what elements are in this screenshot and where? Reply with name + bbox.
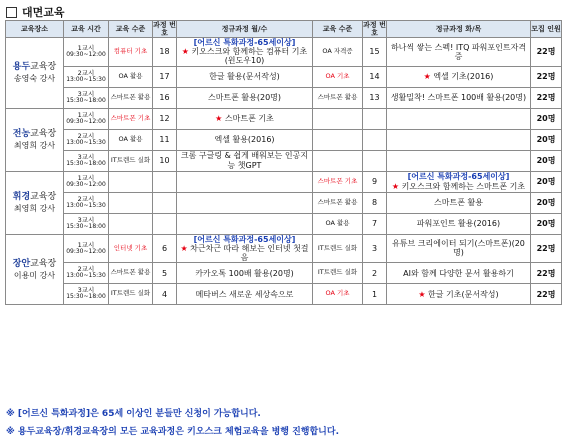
course-name: 엑셀 기초(2016) [433, 72, 494, 82]
capacity-cell: 22명 [531, 234, 562, 263]
course-cell-r [387, 66, 531, 87]
table-row [6, 150, 562, 171]
level-cell-right [313, 150, 363, 171]
level-cell-right: OA 기초 [313, 284, 363, 305]
period-label: 1교시 [77, 44, 95, 52]
location-name [6, 259, 63, 269]
instructor-name: 최영희 강사 [13, 141, 56, 151]
course-name: 엑셀 활용(2016) [214, 135, 275, 145]
course-cell-r [387, 108, 531, 129]
course-cell-r [387, 192, 531, 213]
course-cell-l [177, 66, 313, 87]
course-cell-r [387, 213, 531, 234]
course-no-left: 16 [153, 87, 177, 108]
level-cell-left [109, 192, 153, 213]
course-cell-l [177, 38, 313, 67]
course-name: 파워포인트 활용(2016) [416, 219, 501, 229]
period-label: 1교시 [77, 110, 95, 119]
level-cell-left: OA 활용 [109, 129, 153, 150]
checkbox-square-icon [6, 7, 17, 18]
course-no-right [363, 108, 387, 129]
course-no-left: 5 [153, 263, 177, 284]
course-no-left: 10 [153, 150, 177, 171]
capacity-cell: 20명 [531, 129, 562, 150]
time-cell [64, 171, 109, 192]
table-row [6, 213, 562, 234]
capacity-cell: 22명 [531, 284, 562, 305]
course-no-left: 6 [153, 234, 177, 263]
course-name: 키오스크와 함께하는 컴퓨터 기초(윈도우10) [191, 47, 308, 66]
period-range: 15:30~18:00 [66, 293, 106, 301]
course-name: 한글 기초(문서작성) [428, 289, 499, 299]
capacity-cell: 22명 [531, 87, 562, 108]
instructor-name: 이용미 강사 [13, 271, 56, 281]
col-header-level-left: 교육 수준 [109, 21, 153, 38]
special-course-tag: [어르신 특화과정-65세이상] [193, 234, 296, 244]
location-name-suffix: 교육장 [30, 191, 57, 202]
course-no-left [153, 213, 177, 234]
instructor-name: 최영희 강사 [13, 204, 56, 214]
time-cell [64, 129, 109, 150]
col-header-course-left: 정규과정 월/수 [177, 21, 313, 38]
location-name [6, 62, 63, 72]
col-header-level-right: 교육 수준 [313, 21, 363, 38]
table-row [6, 171, 562, 192]
location-name-highlight: 용두 [12, 62, 31, 73]
course-no-right: 7 [363, 213, 387, 234]
period-range: 13:00~15:30 [66, 75, 106, 83]
course-no-left: 4 [153, 284, 177, 305]
location-name-suffix: 교육장 [30, 62, 57, 73]
col-header-location: 교육장소 [6, 21, 64, 38]
period-label: 2교시 [77, 131, 95, 140]
period-label: 2교시 [77, 194, 95, 203]
course-no-right: 9 [363, 171, 387, 192]
course-cell-l [177, 263, 313, 284]
time-cell [64, 87, 109, 108]
course-no-right [363, 129, 387, 150]
location-name-highlight: 전농 [12, 128, 31, 139]
period-label: 3교시 [77, 286, 95, 295]
table-row [6, 66, 562, 87]
special-course-tag: [어르신 특화과정-65세이상] [193, 38, 296, 48]
course-name: 생활밀착! 스마트폰 100배 활용(20명) [390, 93, 527, 103]
course-no-left [153, 171, 177, 192]
location-name-highlight: 장안 [12, 258, 31, 269]
time-cell [64, 150, 109, 171]
note-line: ※ 용두교육장/휘경교육장의 모든 교육과정은 키오스크 체험교육을 병행 진행합니다. [6, 427, 339, 437]
course-name: 메타버스 새로운 세상속으로 [195, 289, 294, 299]
course-name: 유튜브 크리에이터 되기(스마트폰)(20명) [392, 239, 525, 258]
location-name-suffix: 교육장 [30, 128, 57, 139]
course-no-right: 14 [363, 66, 387, 87]
capacity-cell: 22명 [531, 38, 562, 67]
level-cell-left: 스마트폰 활용 [109, 263, 153, 284]
course-name: 하나씩 쌓는 스펙! ITQ 파워포인트자격증 [390, 42, 527, 61]
time-cell [64, 66, 109, 87]
course-name: AI와 함께 다양한 문서 활용하기 [403, 268, 514, 278]
location-name-highlight: 휘경 [12, 191, 31, 202]
course-cell-l [177, 284, 313, 305]
course-name-line [389, 219, 528, 228]
course-no-left: 17 [153, 66, 177, 87]
level-cell-left: 스마트폰 기초 [109, 108, 153, 129]
location-cell [6, 171, 64, 234]
period-label: 3교시 [77, 152, 95, 161]
period-range: 13:00~15:30 [66, 272, 106, 280]
level-cell-right: 스마트폰 기초 [313, 171, 363, 192]
time-cell [64, 234, 109, 263]
course-name: 스마트폰 활용(20명) [207, 93, 282, 103]
level-cell-right: 스마트폰 활용 [313, 87, 363, 108]
course-no-right: 13 [363, 87, 387, 108]
course-name: 카카오톡 100배 활용(20명) [195, 268, 294, 278]
course-no-right: 1 [363, 284, 387, 305]
course-cell-r [387, 38, 531, 67]
course-cell-l [177, 87, 313, 108]
course-cell-l [177, 213, 313, 234]
course-name-line [389, 182, 528, 191]
course-no-left [153, 192, 177, 213]
location-name [6, 129, 63, 139]
star-icon: ★ [215, 114, 223, 124]
star-icon: ★ [423, 72, 431, 82]
location-cell [6, 108, 64, 171]
capacity-cell: 20명 [531, 192, 562, 213]
course-cell-l [177, 150, 313, 171]
time-cell [64, 213, 109, 234]
level-cell-right: 스마트폰 활용 [313, 192, 363, 213]
course-name-line [389, 93, 528, 102]
star-icon: ★ [418, 289, 426, 299]
level-cell-right: OA 기초 [313, 66, 363, 87]
course-no-right: 15 [363, 38, 387, 67]
course-no-right: 3 [363, 234, 387, 263]
level-cell-right: OA 활용 [313, 213, 363, 234]
col-header-time: 교육 시간 [64, 21, 109, 38]
course-no-right: 8 [363, 192, 387, 213]
level-cell-right: OA 자격증 [313, 38, 363, 67]
capacity-cell: 22명 [531, 66, 562, 87]
period-range: 15:30~18:00 [66, 222, 106, 230]
table-row [6, 234, 562, 263]
course-name: 차근차근 따라 해보는 인터넷 첫걸음 [190, 243, 309, 263]
course-cell-r [387, 263, 531, 284]
course-no-left: 18 [153, 38, 177, 67]
col-header-no-right: 과정 번호 [363, 21, 386, 38]
capacity-cell: 20명 [531, 150, 562, 171]
period-range: 15:30~18:00 [66, 159, 106, 167]
course-name: 스마트폰 기초 [224, 114, 274, 124]
schedule-body [6, 38, 562, 305]
course-no-left: 12 [153, 108, 177, 129]
course-name-line [179, 135, 310, 144]
period-label: 1교시 [77, 173, 95, 182]
course-no-left: 11 [153, 129, 177, 150]
course-cell-r [387, 234, 531, 263]
table-row [6, 38, 562, 67]
period-range: 09:30~12:00 [66, 180, 106, 188]
course-name-line [179, 290, 310, 299]
course-cell-l [177, 129, 313, 150]
level-cell-left: IT트렌드 실화 [109, 284, 153, 305]
course-name: 스마트폰 활용 [434, 198, 483, 208]
course-name-line [389, 43, 528, 61]
table-row [6, 129, 562, 150]
course-name-line [179, 114, 310, 123]
capacity-cell: 20명 [531, 213, 562, 234]
time-cell [64, 38, 109, 67]
col-header-course-right: 정규과정 화/목 [387, 21, 531, 38]
course-no-right: 2 [363, 263, 387, 284]
capacity-cell: 20명 [531, 108, 562, 129]
level-cell-left [109, 171, 153, 192]
time-cell [64, 108, 109, 129]
table-row [6, 263, 562, 284]
course-name-line [179, 47, 310, 65]
level-cell-left: 컴퓨터 기초 [109, 38, 153, 67]
course-name-line [389, 290, 528, 299]
star-icon: ★ [180, 243, 188, 253]
star-icon: ★ [391, 181, 400, 191]
period-range: 09:30~12:00 [66, 51, 106, 59]
time-cell [64, 192, 109, 213]
level-cell-right [313, 108, 363, 129]
course-name-line [179, 244, 310, 262]
course-name-line [179, 72, 310, 81]
course-cell-l [177, 171, 313, 192]
course-name-line [389, 72, 528, 81]
level-cell-right: IT트렌드 실화 [313, 234, 363, 263]
instructor-name: 송영숙 강사 [13, 74, 56, 84]
table-row [6, 108, 562, 129]
course-cell-r [387, 87, 531, 108]
special-course-tag: [어르신 특화과정-65세이상] [407, 172, 510, 182]
course-name-line [389, 269, 528, 278]
level-cell-right: IT트렌드 실화 [313, 263, 363, 284]
period-label: 3교시 [77, 89, 95, 98]
course-cell-l [177, 234, 313, 263]
period-label: 2교시 [77, 265, 95, 274]
course-name: 키오스크와 함께하는 스마트폰 기초 [401, 181, 526, 191]
capacity-cell: 22명 [531, 263, 562, 284]
note-line: ※ [어르신 특화과정]은 65세 이상인 분들만 신청이 가능합니다. [6, 409, 261, 419]
period-range: 13:00~15:30 [66, 201, 106, 209]
location-name [6, 192, 63, 202]
level-cell-left: 스마트폰 활용 [109, 87, 153, 108]
col-header-capacity: 모집 인원 [531, 21, 562, 38]
course-cell-r [387, 171, 531, 192]
time-cell [64, 263, 109, 284]
col-header-no-left: 과정 번호 [153, 21, 176, 38]
location-cell [6, 234, 64, 305]
level-cell-left: 인터넷 기초 [109, 234, 153, 263]
period-range: 09:30~12:00 [66, 117, 106, 125]
course-name: 크롬 구글링 & 쉽게 배워보는 인공지능 챗GPT [180, 151, 309, 170]
period-label: 3교시 [77, 215, 95, 224]
period-range: 15:30~18:00 [66, 96, 106, 104]
capacity-cell: 20명 [531, 171, 562, 192]
time-cell [64, 284, 109, 305]
course-name-line [389, 198, 528, 207]
location-name-suffix: 교육장 [30, 258, 57, 269]
course-cell-r [387, 150, 531, 171]
table-row [6, 284, 562, 305]
course-cell-l [177, 108, 313, 129]
course-cell-l [177, 192, 313, 213]
course-name-line [179, 151, 310, 169]
section-title: 대면교육 [22, 6, 65, 19]
location-cell [6, 38, 64, 109]
star-icon: ★ [181, 47, 189, 57]
course-name: 한글 활용(문서작성) [209, 72, 280, 82]
section-header [6, 4, 65, 20]
schedule-table [5, 20, 562, 305]
course-cell-r [387, 284, 531, 305]
table-row [6, 192, 562, 213]
period-range: 09:30~12:00 [66, 247, 106, 255]
level-cell-left: IT트렌드 실화 [109, 150, 153, 171]
course-no-right [363, 150, 387, 171]
level-cell-right [313, 129, 363, 150]
course-name-line [389, 239, 528, 257]
period-range: 13:00~15:30 [66, 138, 106, 146]
level-cell-left: OA 활용 [109, 66, 153, 87]
course-name-line [179, 269, 310, 278]
table-row [6, 87, 562, 108]
course-name-line [179, 93, 310, 102]
course-cell-r [387, 129, 531, 150]
period-label: 1교시 [77, 240, 95, 249]
period-label: 2교시 [77, 68, 95, 77]
level-cell-left [109, 213, 153, 234]
notes [6, 405, 339, 441]
